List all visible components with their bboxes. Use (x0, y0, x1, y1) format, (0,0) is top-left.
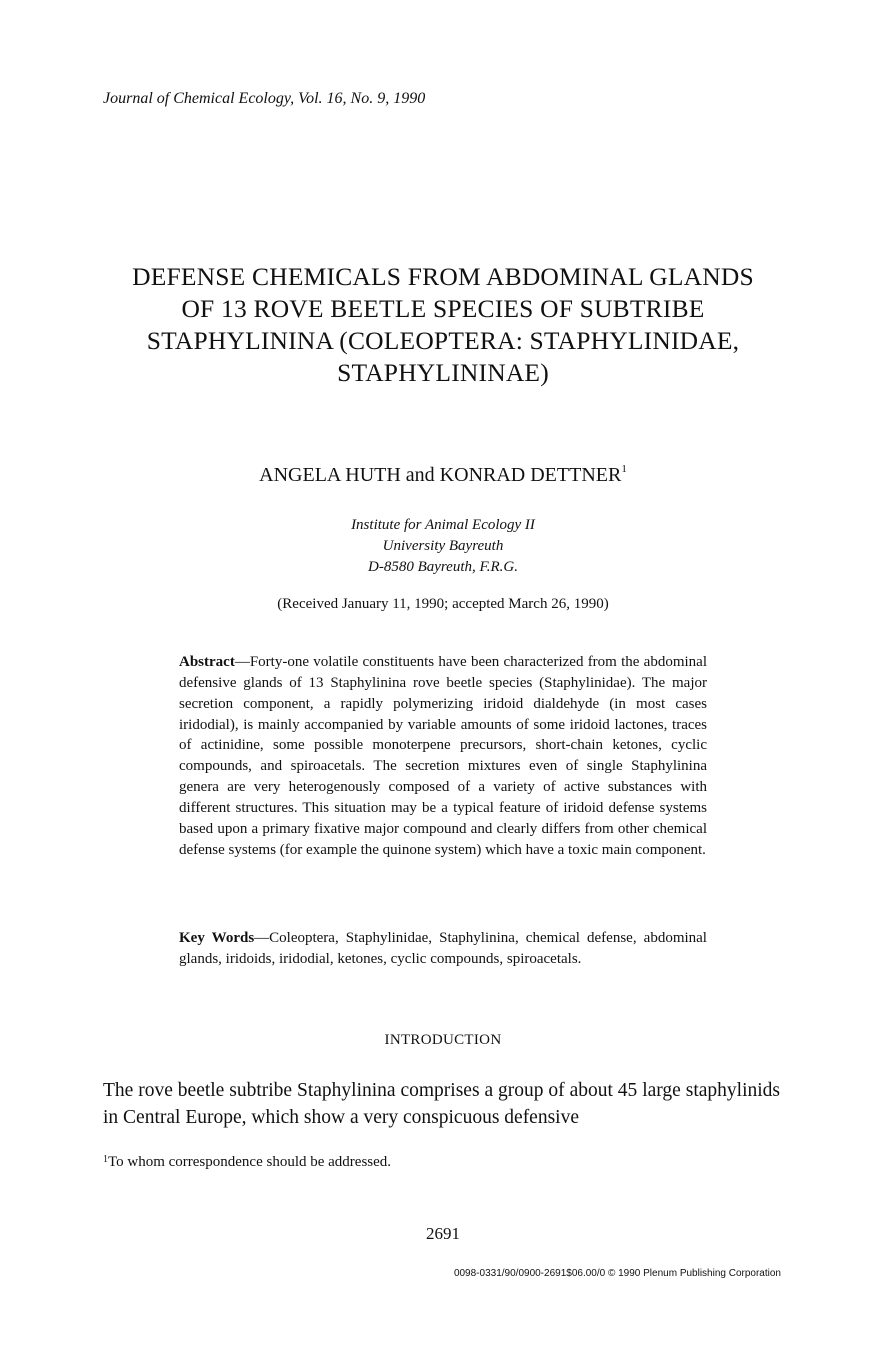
journal-citation: Journal of Chemical Ecology, Vol. 16, No. 9, 1990 (103, 90, 426, 107)
paper-title (60, 261, 826, 389)
copyright-line: 0098-0331/90/0900-2691$06.00/0 © 1990 Plenum Publishing Corporation (453, 1268, 781, 1279)
key-words-text: —Coleoptera, Staphylinidae, Staphylinina, chemical defense, abdominal glands, iridoids, iridodial, ketones, cyclic compounds, spiroacetals. (179, 930, 707, 967)
author-footnote-mark: 1 (621, 463, 627, 475)
page-number: 2691 (426, 1224, 460, 1243)
affiliation (0, 515, 886, 578)
title-line: OF 13 ROVE BEETLE SPECIES OF SUBTRIBE (181, 294, 705, 323)
author-line (0, 464, 886, 487)
key-words (179, 928, 707, 970)
abstract (179, 652, 707, 860)
received-dates: (Received January 11, 1990; accepted March 26, 1990) (277, 596, 609, 612)
key-words-label: Key Words (179, 930, 255, 946)
footnote (103, 1154, 391, 1171)
affiliation-line: University Bayreuth (382, 538, 504, 554)
abstract-text: —Forty-one volatile constituents have been characterized from the abdominal defensive glands of 13 Staphylinina rove beetle species (Staphylinidae). The major secretion component, a rapidly polymerizing iridoid dialdehyde (in most cases iridodial), is mainly accompanied by variable amounts of some iridoid lactones, traces of actinidine, some possible monoterpene precursors, short-chain ketones, cyclic compounds, and spiroacetals. The secretion mixtures even of single Staphylinina genera are very heterogenously composed of a variety of active substances with different structures. This situation may be a typical feature of iridoid defense systems based upon a primary fixative major compound and clearly differs from other chemical defense systems (for example the quinone system) which have a toxic main component. (179, 654, 707, 858)
footnote-mark: 1 (103, 1154, 108, 1165)
affiliation-line: Institute for Animal Ecology II (351, 517, 535, 533)
footnote-text: To whom correspondence should be addressed. (108, 1154, 392, 1170)
affiliation-line: D-8580 Bayreuth, F.R.G. (368, 559, 518, 575)
section-heading-introduction: INTRODUCTION (384, 1032, 502, 1048)
introduction-paragraph: The rove beetle subtribe Staphylinina comprises a group of about 45 large staphylinids in Central Europe, which show a very conspicuous defensive (103, 1080, 780, 1128)
title-line: STAPHYLININA (COLEOPTERA: STAPHYLINIDAE, (146, 326, 740, 355)
author-names: ANGELA HUTH and KONRAD DETTNER (259, 464, 622, 486)
title-line: STAPHYLININAE) (337, 358, 549, 387)
title-line: DEFENSE CHEMICALS FROM ABDOMINAL GLANDS (132, 262, 754, 291)
abstract-label: Abstract (179, 654, 235, 670)
